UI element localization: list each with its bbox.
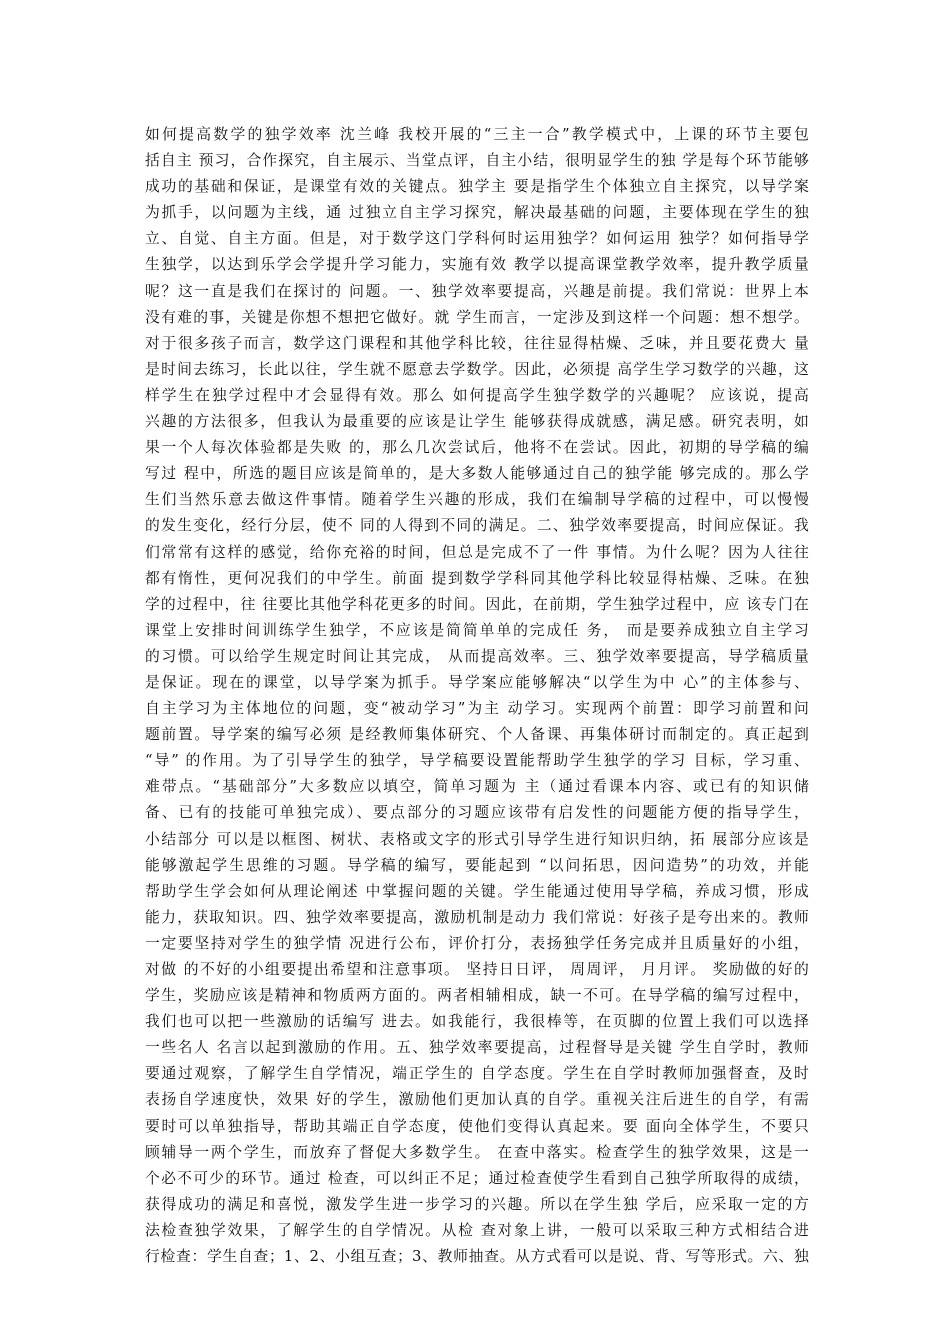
text-line: 帮助学生学会如何从理论阐述 中掌握问题的关键。学生能通过使用导学稿，养成习惯，形成 bbox=[145, 882, 809, 900]
text-line: 括自主 预习，合作探究，自主展示、当堂点评，自主小结，很明显学生的独 学是每个环节能够 bbox=[145, 152, 809, 170]
text-line: 表扬自学速度快，效果 好的学生，激励他们更加认真的自学。重视关注后进生的自学，有需 bbox=[145, 1091, 809, 1109]
text-line: 要通过观察，了解学生自学情况，端正学生的 自学态度。学生在自学时教师加强督查，及时 bbox=[145, 1065, 809, 1083]
text-line: 要时可以单独指导，帮助其端正自学态度，使他们变得认真起来。要 面向全体学生，不要只 bbox=[145, 1117, 809, 1135]
text-line: “导” 的作用。为了引导学生的独学，导学稿要设置能帮助学生独学的学习 目标，学习重、 bbox=[145, 752, 809, 770]
text-line: 一定要坚持对学生的独学情 况进行公布，评价打分，表扬独学任务完成并且质量好的小组， bbox=[145, 934, 809, 952]
text-line: 兴趣的方法很多，但我认为最重要的应该是让学生 能够获得成就感，满足感。研究表明，如 bbox=[145, 413, 809, 431]
text-line: 小结部分 可以是以框图、树状、表格或文字的形式引导学生进行知识归纳，拓 展部分应该是 bbox=[145, 830, 809, 848]
text-line: 果一个人每次体验都是失败 的，那么几次尝试后，他将不在尝试。因此，初期的导学稿的编 bbox=[145, 439, 809, 457]
text-line: 写过 程中，所选的题目应该是简单的，是大多数人能够通过自己的独学能 够完成的。那么学 bbox=[145, 465, 809, 483]
text-line: 是保证。现在的课堂，以导学案为抓手。导学案应能够解决“以学生为中 心”的主体参与、 bbox=[145, 673, 809, 691]
text-line: 能够激起学生思维的习题。导学稿的编写，要能起到 “以问拓思，因问造势”的功效，并能 bbox=[145, 856, 809, 874]
text-line: 顾辅导一两个学生，而放弃了督促大多数学生。 在查中落实。检查学生的独学效果，这是一 bbox=[145, 1143, 809, 1161]
text-line: 的习惯。可以给学生规定时间让其完成， 从而提高效率。三、独学效率要提高，导学稿质量 bbox=[145, 647, 809, 665]
text-line: 们常常有这样的感觉，给你充裕的时间，但总是完成不了一件 事情。为什么呢？因为人往往 bbox=[145, 543, 809, 561]
text-line: 生独学，以达到乐学会学提升学习能力，实施有效 教学以提高课堂教学效率，提升教学质量 bbox=[145, 256, 809, 274]
text-line: 为抓手，以问题为主线，通 过独立自主学习探究，解决最基础的问题，主要体现在学生的独 bbox=[145, 204, 809, 222]
text-line: 没有难的事，关键是你想不想把它做好。就 学生而言，一定涉及到这样一个问题：想不想学。 bbox=[145, 308, 809, 326]
text-line: 我们也可以把一些激励的话编写 进去。如我能行，我很棒等，在页脚的位置上我们可以选择 bbox=[145, 1013, 809, 1031]
text-line: 立、自觉、自主方面。但是，对于数学这门学科何时运用独学？如何运用 独学？如何指导学 bbox=[145, 230, 809, 248]
text-line: 备、已有的技能可单独完成）、要点部分的习题应该带有启发性的问题能方便的指导学生， bbox=[145, 804, 809, 822]
text-line: 都有惰性，更何况我们的中学生。前面 提到数学学科同其他学科比较显得枯燥、乏味。在独 bbox=[145, 569, 809, 587]
text-line: 学的过程中，往 往要比其他学科花更多的时间。因此，在前期，学生独学过程中，应 该专门在 bbox=[145, 595, 809, 613]
text-line: 对于很多孩子而言，数学这门课程和其他学科比较，往往显得枯燥、乏味，并且要花费大 量 bbox=[145, 334, 809, 352]
text-line: 法检查独学效果，了解学生的自学情况。从检 查对象上讲，一般可以采取三种方式相结合进 bbox=[145, 1221, 809, 1239]
text-line: 生们当然乐意去做这件事情。随着学生兴趣的形成，我们在编制导学稿的过程中，可以慢慢 bbox=[145, 491, 809, 509]
text-line: 学生，奖励应该是精神和物质两方面的。两者相辅相成，缺一不可。在导学稿的编写过程中， bbox=[145, 987, 809, 1005]
article-body bbox=[145, 122, 809, 1270]
text-line: 一些名人 名言以起到激励的作用。五、独学效率要提高，过程督导是关键 学生自学时，教师 bbox=[145, 1039, 809, 1057]
text-line: 行检查：学生自查；1、2、小组互查；3、教师抽查。从方式看可以是说、背、写等形式。六、独 bbox=[145, 1248, 809, 1266]
text-line: 成功的基础和保证，是课堂有效的关键点。独学主 要是指学生个体独立自主探究，以导学案 bbox=[145, 178, 809, 196]
text-line: 获得成功的满足和喜悦，激发学生进一步学习的兴趣。所以在学生独 学后，应采取一定的方 bbox=[145, 1195, 809, 1213]
text-line: 难带点。“基础部分”大多数应以填空，简单习题为 主（通过看课本内容、或已有的知识储 bbox=[145, 778, 809, 796]
text-line: 个必不可少的环节。通过 检查，可以纠正不足；通过检查使学生看到自己独学所取得的成绩， bbox=[145, 1169, 809, 1187]
text-line: 样学生在独学过程中才会显得有效。那么 如何提高学生独学数学的兴趣呢？ 应该说，提高 bbox=[145, 386, 809, 404]
text-line: 课堂上安排时间训练学生独学，不应该是简简单单的完成任 务， 而是要养成独立自主学习 bbox=[145, 621, 809, 639]
text-line: 自主学习为主体地位的问题，变“被动学习”为主 动学习。实现两个前置：即学习前置和问 bbox=[145, 700, 809, 718]
text-line: 的发生变化，经行分层，使不 同的人得到不同的满足。二、独学效率要提高，时间应保证。我 bbox=[145, 517, 809, 535]
text-line: 是时间去练习，长此以往，学生就不愿意去学数学。因此，必须提 高学生学习数学的兴趣，这 bbox=[145, 360, 809, 378]
text-line: 能力，获取知识。四、独学效率要提高，激励机制是动力 我们常说：好孩子是夸出来的。教师 bbox=[145, 908, 809, 926]
text-line: 对做 的不好的小组要提出希望和注意事项。 坚持日日评， 周周评， 月月评。 奖励做的好的 bbox=[145, 961, 809, 978]
text-line: 如何提高数学的独学效率 沈兰峰 我校开展的“三主一合”教学模式中，上课的环节主要包 bbox=[145, 126, 809, 143]
text-line: 呢？这一直是我们在探讨的 问题。一、独学效率要提高，兴趣是前提。我们常说：世界上本 bbox=[145, 282, 809, 300]
text-line: 题前置。导学案的编写必须 是经教师集体研究、个人备课、再集体研讨而制定的。真正起到 bbox=[145, 726, 809, 744]
